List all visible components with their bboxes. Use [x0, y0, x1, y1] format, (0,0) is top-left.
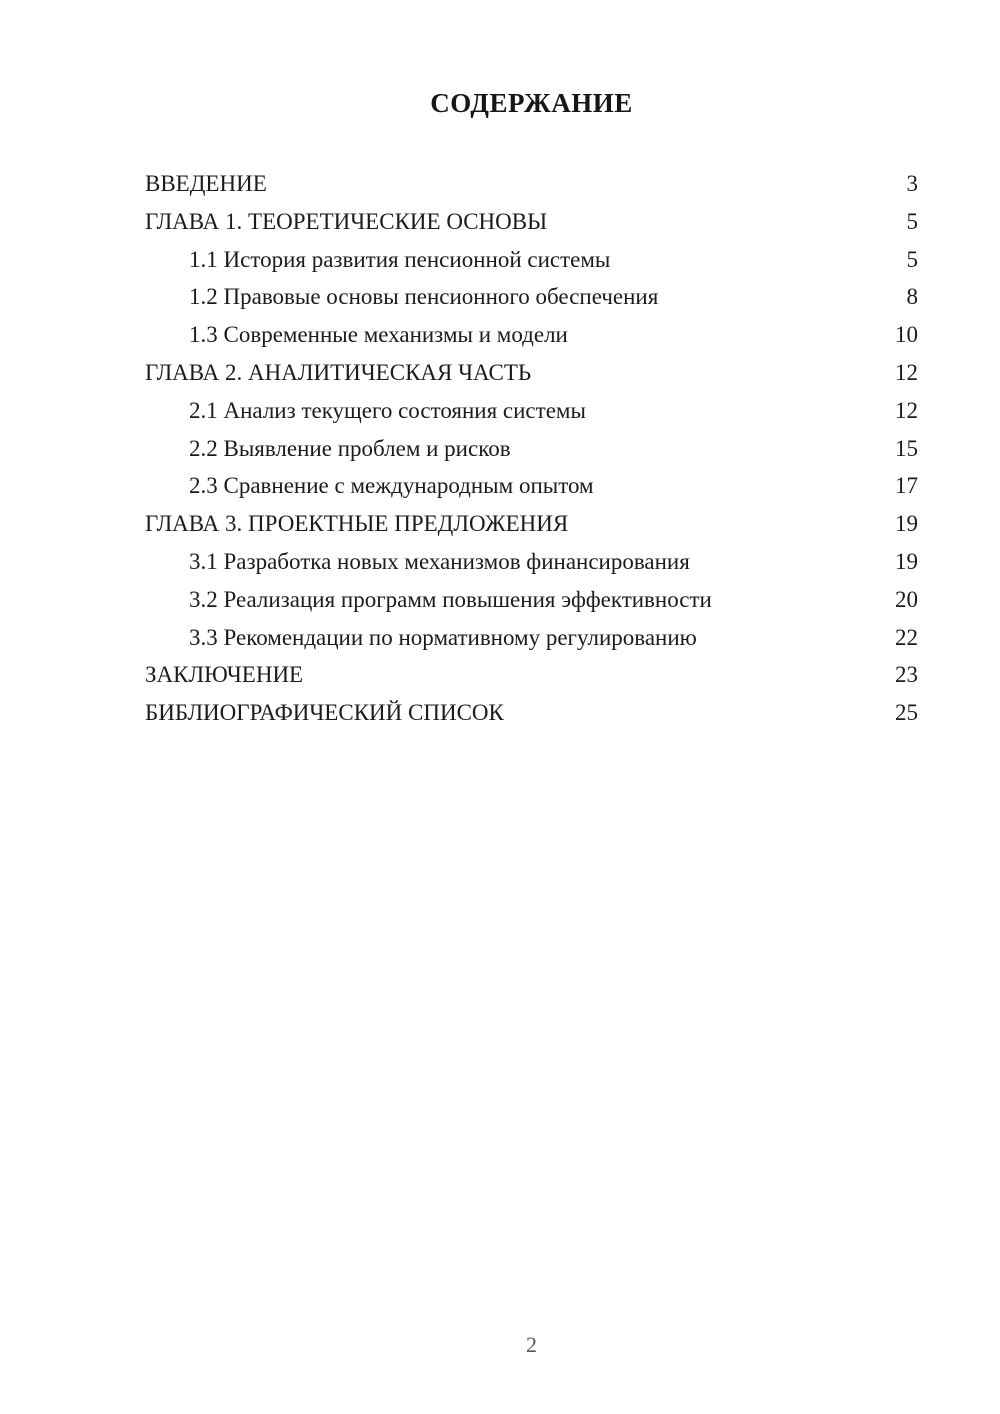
toc-entry[interactable] — [145, 543, 918, 581]
toc-entry-label: 1.1 История развития пенсионной системы — [189, 246, 611, 272]
toc-entry-label: 2.3 Сравнение с международным опытом — [189, 473, 594, 499]
toc-entry-page: 19 — [895, 511, 918, 537]
toc-entry-label: 2.1 Анализ текущего состояния системы — [189, 397, 586, 423]
toc-entry[interactable] — [145, 505, 918, 543]
toc-entry[interactable] — [145, 354, 918, 392]
toc-entry[interactable] — [145, 241, 918, 279]
toc-entry[interactable] — [145, 581, 918, 619]
toc-entry-label: ЗАКЛЮЧЕНИЕ — [145, 662, 304, 688]
toc-entry-label: ГЛАВА 2. АНАЛИТИЧЕСКАЯ ЧАСТЬ — [145, 359, 532, 385]
toc-entry[interactable] — [145, 392, 918, 430]
toc-entry-page: 10 — [895, 322, 918, 348]
toc-entry[interactable] — [145, 619, 918, 657]
toc-entry-page: 17 — [895, 473, 918, 499]
toc-entry-label: ГЛАВА 3. ПРОЕКТНЫЕ ПРЕДЛОЖЕНИЯ — [145, 511, 569, 537]
toc-entry-page: 20 — [895, 586, 918, 612]
toc-entry-label: ВВЕДЕНИЕ — [145, 171, 267, 196]
toc-list — [145, 165, 918, 732]
toc-entry-page: 5 — [906, 246, 918, 272]
toc-entry-label: 1.3 Современные механизмы и модели — [189, 322, 568, 348]
toc-entry-page: 25 — [895, 700, 918, 726]
toc-title: СОДЕРЖАНИЕ — [430, 88, 633, 118]
toc-entry-page: 22 — [895, 624, 918, 650]
toc-entry-page: 5 — [906, 208, 918, 234]
toc-entry-label: 3.2 Реализация программ повышения эффективности — [189, 586, 712, 612]
toc-entry[interactable] — [145, 430, 918, 468]
toc-entry[interactable] — [145, 278, 918, 316]
toc-entry[interactable] — [145, 694, 918, 732]
toc-entry[interactable] — [145, 203, 918, 241]
toc-entry-label: 1.2 Правовые основы пенсионного обеспечения — [189, 284, 659, 310]
toc-entry-page: 15 — [895, 435, 918, 461]
toc-entry-page: 8 — [906, 284, 918, 310]
toc-entry-page: 23 — [895, 662, 918, 688]
toc-entry-label: 3.1 Разработка новых механизмов финансирования — [189, 548, 690, 574]
toc-entry[interactable] — [145, 165, 918, 203]
page-footer — [145, 1332, 918, 1358]
toc-entry-label: 3.3 Рекомендации по нормативному регулированию — [189, 624, 697, 650]
toc-entry-label: ГЛАВА 1. ТЕОРЕТИЧЕСКИЕ ОСНОВЫ — [145, 208, 548, 234]
toc-entry-page: 12 — [895, 359, 918, 385]
toc-entry-page: 12 — [895, 397, 918, 423]
toc-entry-label: 2.2 Выявление проблем и рисков — [189, 435, 511, 461]
toc-entry[interactable] — [145, 656, 918, 694]
page-number: 2 — [526, 1332, 537, 1357]
toc-entry-page: 19 — [895, 548, 918, 574]
toc-entry[interactable] — [145, 467, 918, 505]
toc-entry[interactable] — [145, 316, 918, 354]
toc-entry-page: 3 — [906, 171, 918, 196]
toc-entry-label: БИБЛИОГРАФИЧЕСКИЙ СПИСОК — [145, 700, 504, 726]
